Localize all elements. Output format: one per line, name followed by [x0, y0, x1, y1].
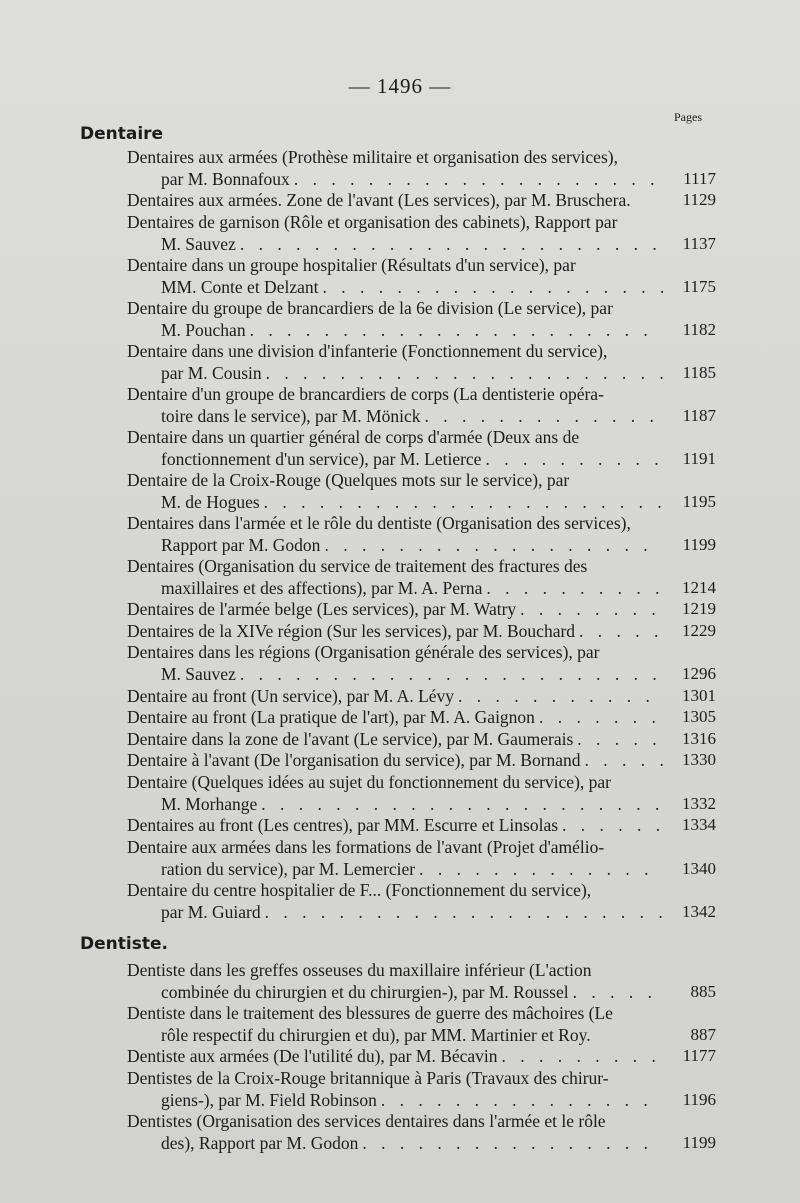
index-entry	[127, 1068, 667, 1111]
index-entry	[127, 837, 667, 880]
section-heading-dentiste: Dentiste.	[80, 934, 168, 954]
entry-text-line: rôle respectif du chirurgien et du), par MM. Martinier et Roy.	[161, 1024, 591, 1045]
entry-text-line: Dentaire dans un groupe hospitalier (Résultats d'un service), par	[127, 255, 576, 275]
leader-dots	[240, 234, 663, 256]
entry-text-line: M. Morhange	[161, 793, 258, 814]
page-reference: 1340	[682, 859, 716, 878]
leader-dots	[573, 982, 663, 1004]
entry-text-line: M. Pouchan	[161, 319, 246, 340]
index-entry	[127, 384, 667, 427]
index-entry	[127, 147, 667, 190]
leader-dots	[264, 492, 663, 514]
page-reference: 1305	[682, 707, 716, 726]
index-entry	[127, 686, 667, 708]
entry-text-line: Dentaire du groupe de brancardiers de la 6e division (Le service), par	[127, 298, 613, 318]
index-entry	[127, 621, 667, 643]
entry-text-line: Dentaire dans un quartier général de corps d'armée (Deux ans de	[127, 427, 580, 447]
leader-dots	[485, 449, 663, 471]
page-reference: 1301	[682, 686, 716, 705]
index-entry	[127, 190, 667, 212]
entry-text-line: Dentaires de l'armée belge (Les services), par M. Watry	[127, 599, 517, 619]
leader-dots	[486, 578, 663, 600]
index-entry	[127, 1046, 667, 1068]
page-reference: 1219	[682, 599, 716, 618]
page-reference: 885	[690, 982, 716, 1001]
leader-dots	[585, 750, 663, 772]
leader-dots	[294, 169, 663, 191]
leader-dots	[381, 1090, 663, 1112]
entry-text-line: Dentiste dans les greffes osseuses du maxillaire inférieur (L'action	[127, 960, 592, 980]
page-reference: 1334	[682, 815, 716, 834]
page-reference: 1117	[683, 169, 716, 188]
leader-dots	[250, 320, 663, 342]
page-reference: 1296	[682, 664, 716, 683]
page-reference: 1330	[682, 750, 716, 769]
index-entry	[127, 599, 667, 621]
leader-dots	[419, 859, 663, 881]
leader-dots	[539, 707, 663, 729]
leader-dots	[324, 535, 663, 557]
index-entry	[127, 729, 667, 751]
leader-dots	[261, 794, 663, 816]
page-reference: 1182	[682, 320, 716, 339]
entry-text-line: Dentiste dans le traitement des blessures de guerre des mâchoires (Le	[127, 1003, 613, 1023]
page-reference: 1214	[682, 578, 716, 597]
entry-text-line: combinée du chirurgien et du chirurgien-), par M. Roussel	[161, 981, 569, 1002]
entry-text-line: giens-), par M. Field Robinson	[161, 1089, 377, 1110]
pages-column-label: Pages	[674, 110, 702, 124]
entry-text-line: Dentistes de la Croix-Rouge britannique à Paris (Travaux des chirur-	[127, 1068, 609, 1088]
entry-text-line: par M. Bonnafoux	[161, 168, 290, 189]
leader-dots	[502, 1046, 663, 1068]
index-entry	[127, 513, 667, 556]
entry-text-line: Dentaire (Quelques idées au sujet du fonctionnement du service), par	[127, 772, 611, 792]
page-reference: 1342	[682, 902, 716, 921]
entry-text-line: Dentaire au front (Un service), par M. A. Lévy	[127, 686, 455, 706]
index-entry	[127, 707, 667, 729]
index-entry	[127, 1111, 667, 1154]
entry-text-line: Dentaire au front (La pratique de l'art), par M. A. Gaignon	[127, 707, 535, 727]
leader-dots	[577, 729, 663, 751]
page-reference: 1196	[682, 1090, 716, 1109]
page-reference: 1137	[682, 234, 716, 253]
entry-text-line: Dentaire dans la zone de l'avant (Le service), par M. Gaumerais	[127, 729, 574, 749]
index-entry	[127, 212, 667, 255]
entry-text-line: Dentaire à l'avant (De l'organisation du service), par M. Bornand	[127, 750, 581, 770]
page-reference: 1177	[682, 1046, 716, 1065]
page-reference: 1199	[682, 535, 716, 554]
page-reference: 1316	[682, 729, 716, 748]
page-reference: 1191	[682, 449, 716, 468]
leader-dots	[266, 363, 663, 385]
page-number: — 1496 —	[348, 74, 452, 98]
leader-dots	[520, 599, 663, 621]
leader-dots	[458, 686, 663, 708]
index-entry	[127, 772, 667, 815]
index-entry	[127, 815, 667, 837]
index-entry	[127, 298, 667, 341]
page-reference: 1129	[682, 190, 716, 209]
page-reference: 1229	[682, 621, 716, 640]
entry-text-line: par M. Guiard	[161, 901, 261, 922]
entry-text-line: Dentaires aux armées. Zone de l'avant (Les services), par M. Bruschera.	[127, 190, 631, 210]
entry-text-line: toire dans le service), par M. Mönick	[161, 405, 421, 426]
entry-text-line: Dentaire d'un groupe de brancardiers de corps (La dentisterie opéra-	[127, 384, 604, 404]
entry-text-line: Dentaire dans une division d'infanterie (Fonctionnement du service),	[127, 341, 608, 361]
leader-dots	[562, 815, 663, 837]
page-reference: 1187	[682, 406, 716, 425]
index-entry	[127, 556, 667, 599]
entry-text-line: Dentaires aux armées (Prothèse militaire et organisation des services),	[127, 147, 618, 167]
leader-dots	[240, 664, 663, 686]
page-reference: 1195	[682, 492, 716, 511]
index-entry	[127, 427, 667, 470]
page-reference: 1185	[682, 363, 716, 382]
entry-text-line: Dentaires (Organisation du service de traitement des fractures des	[127, 556, 588, 576]
index-entry	[127, 1003, 667, 1046]
entry-text-line: Dentaires de la XIVe région (Sur les services), par M. Bouchard	[127, 621, 576, 641]
index-entry	[127, 255, 667, 298]
entry-text-line: Dentistes (Organisation des services dentaires dans l'armée et le rôle	[127, 1111, 606, 1131]
entry-text-line: Dentaires de garnison (Rôle et organisation des cabinets), Rapport par	[127, 212, 618, 232]
entry-text-line: Dentaire aux armées dans les formations de l'avant (Projet d'amélio-	[127, 837, 605, 857]
index-entry	[127, 470, 667, 513]
entry-text-line: ration du service), par M. Lemercier	[161, 858, 416, 879]
leader-dots	[579, 621, 663, 643]
index-entry	[127, 750, 667, 772]
leader-dots	[322, 277, 663, 299]
entry-text-line: par M. Cousin	[161, 362, 262, 383]
leader-dots	[265, 902, 663, 924]
entry-text-line: Dentaires dans les régions (Organisation générale des services), par	[127, 642, 600, 662]
index-entry	[127, 880, 667, 923]
leader-dots	[425, 406, 663, 428]
entry-text-line: maxillaires et des affections), par M. A. Perna	[161, 577, 483, 598]
page-reference: 1199	[682, 1133, 716, 1152]
index-entry	[127, 960, 667, 1003]
entry-text-line: M. Sauvez	[161, 233, 236, 254]
index-entry	[127, 341, 667, 384]
entry-text-line: Dentaires au front (Les centres), par MM. Escurre et Linsolas	[127, 815, 559, 835]
entry-text-line: M. de Hogues	[161, 491, 260, 512]
page-reference: 1175	[682, 277, 716, 296]
entry-text-line: Dentaires dans l'armée et le rôle du dentiste (Organisation des services),	[127, 513, 631, 533]
entry-text-line: Rapport par M. Godon	[161, 534, 321, 555]
entry-text-line: MM. Conte et Delzant	[161, 276, 319, 297]
leader-dots	[362, 1133, 663, 1155]
entry-text-line: fonctionnement d'un service), par M. Letierce	[161, 448, 482, 469]
entry-text-line: M. Sauvez	[161, 663, 236, 684]
entry-text-line: Dentaire de la Croix-Rouge (Quelques mots sur le service), par	[127, 470, 570, 490]
page-reference: 887	[690, 1025, 716, 1044]
index-entry	[127, 642, 667, 685]
entry-text-line: Dentiste aux armées (De l'utilité du), par M. Bécavin	[127, 1046, 498, 1066]
page-reference: 1332	[682, 794, 716, 813]
entry-text-line: des), Rapport par M. Godon	[161, 1132, 359, 1153]
entry-text-line: Dentaire du centre hospitalier de F... (Fonctionnement du service),	[127, 880, 592, 900]
section-heading-dentaire: Dentaire	[80, 124, 164, 144]
